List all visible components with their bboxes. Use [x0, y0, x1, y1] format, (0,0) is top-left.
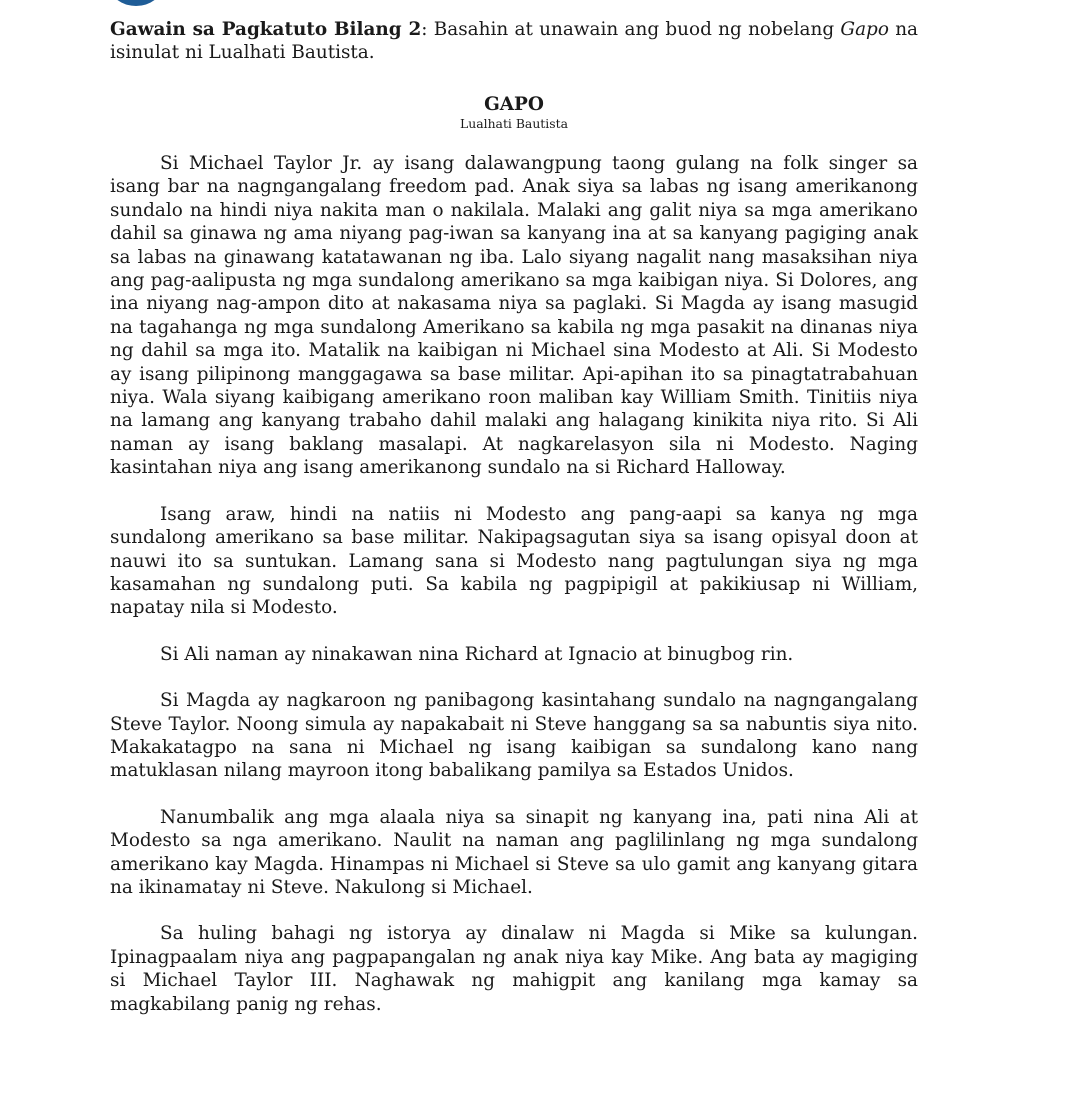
novel-name: Gapo: [840, 19, 889, 40]
task-text-before: : Basahin at unawain ang buod ng nobelang: [421, 19, 841, 40]
story-paragraph-6: Sa huling bahagi ng istorya ay dinalaw ni Magda si Mike sa kulungan. Ipinagpaalam niya ang pagpapangalan ng anak niya kay Mike. Ang bata ay magiging si Michael Taylor III. Naghawak ng mahigpit ang kanilang mga kamay sa magkabilang panig ng rehas.: [110, 923, 918, 1015]
story-paragraph-2: Isang araw, hindi na natiis ni Modesto ang pang-aapi sa kanya ng mga sundalong amerikano sa base militar. Nakipagsagutan siya sa isang opisyal doon at nauwi ito sa suntukan. Lamang sana si Modesto nang pagtulungan siya ng mga kasamahan ng sundalong puti. Sa kabila ng pagpipigil at pakikiusap ni William, napatay nila si Modesto.: [110, 503, 918, 619]
story-paragraph-5: Nanumbalik ang mga alaala niya sa sinapit ng kanyang ina, pati nina Ali at Modesto sa nga amerikano. Naulit na naman ang paglilinlang ng mga sundalong amerikano kay Magda. Hinampas ni Michael si Steve sa ulo gamit ang kanyang gitara na ikinamatay ni Steve. Nakulong si Michael.: [110, 806, 918, 898]
story-paragraph-1: Si Michael Taylor Jr. ay isang dalawangpung taong gulang na folk singer sa isang bar na nagngangalang freedom pad. Anak siya sa labas ng isang amerikanong sundalo na hindi niya nakita man o nakilala. Malaki ang galit niya sa mga amerikano dahil sa ginawa ng ama niyang pag-iwan sa kanyang ina at sa kanyang pagiging anak sa labas na ginawang katatawanan ng iba. Lalo siyang nagalit nang masaksihan niya ang pag-aalipusta ng mga sundalong amerikano sa mga kaibigan niya. Si Dolores, ang ina niyang nag-ampon dito at nakasama niya sa paglaki. Si Magda ay isang masugid na tagahanga ng mga sundalong Amerikano sa kabila ng mga pasakit na dinanas niya ng dahil sa mga ito. Matalik na kaibigan ni Michael sina Modesto at Ali. Si Modesto ay isang pilipinong manggagawa sa base militar. Api-apihan ito sa pinagtatrabahuan niya. Wala siyang kaibigang amerikano roon maliban kay William Smith. Tinitiis niya na lamang ang kanyang trabaho dahil malaki ang halagang kinikita niya rito. Si Ali naman ay isang baklang masalapi. At nagkarelasyon sila ni Modesto. Naging kasintahan niya ang isang amerikanong sundalo na si Richard Halloway.: [110, 153, 918, 479]
document-page: [110, 18, 918, 1039]
story-title: GAPO: [484, 94, 544, 115]
task-instruction: [110, 18, 918, 64]
task-text-after: na isinulat ni Lualhati Bautista.: [110, 19, 919, 63]
story-paragraph-4: Si Magda ay nagkaroon ng panibagong kasintahang sundalo na nagngangalang Steve Taylor. Noong simula ay napakabait ni Steve hanggang sa sa nabuntis siya nito. Makakatagpo na sana ni Michael ng isang kaibigan sa sundalong kano nang matuklasan nilang mayroon itong babalikang pamilya sa Estados Unidos.: [110, 690, 918, 782]
story-author: Lualhati Bautista: [460, 116, 568, 131]
story-paragraph-3: Si Ali naman ay ninakawan nina Richard at Ignacio at binugbog rin.: [160, 643, 794, 665]
corner-badge: [110, 0, 162, 6]
task-label: Gawain sa Pagkatuto Bilang 2: [110, 19, 422, 40]
